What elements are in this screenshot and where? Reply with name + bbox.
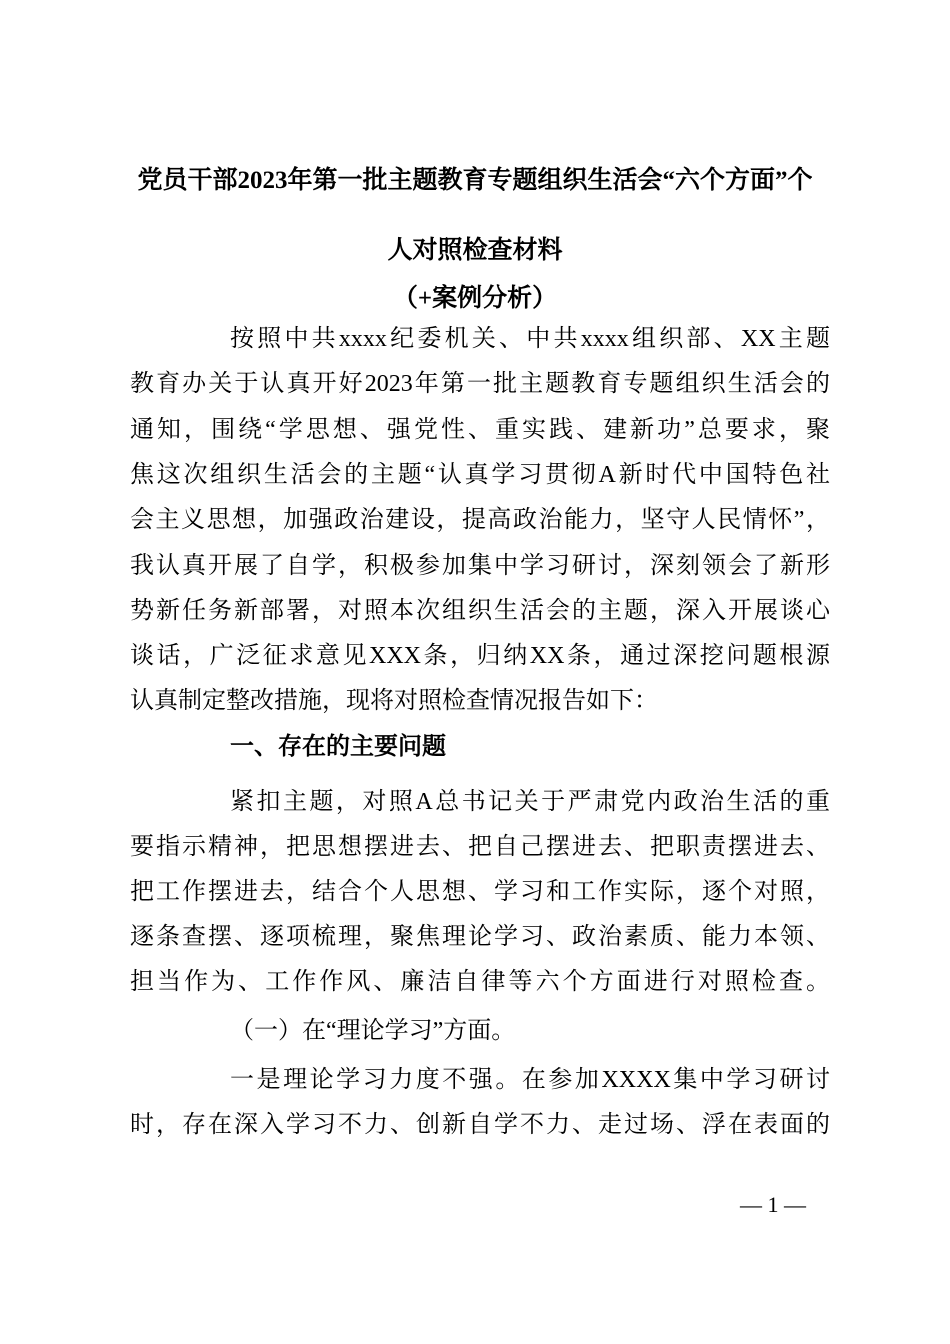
text-line: 会主义思想，加强政治建设，提高政治能力，坚守人民情怀”， [130, 507, 830, 533]
text-line: 通知，围绕“学思想、强党性、重实践、建新功”总要求，聚 [130, 417, 830, 443]
text-line: 认真制定整改措施，现将对照检查情况报告如下： [130, 688, 658, 714]
text-line: 把工作摆进去，结合个人思想、学习和工作实际，逐个对照， [130, 879, 830, 905]
text-line: 按照中共xxxx纪委机关、中共xxxx组织部、XX主题 [230, 326, 830, 352]
document-subtitle: （+案例分析） [392, 285, 558, 312]
text-line: 担当作为、工作作风、廉洁自律等六个方面进行对照检查。 [130, 969, 830, 995]
text-line: 势新任务新部署，对照本次组织生活会的主题，深入开展谈心 [130, 598, 830, 624]
document-title-line-2: 人对照检查材料 [387, 237, 563, 264]
subsection-heading: （一）在“理论学习”方面。 [230, 1018, 516, 1044]
text-line: 教育办关于认真开好2023年第一批主题教育专题组织生活会的 [130, 371, 830, 397]
text-line: 紧扣主题，对照A总书记关于严肃党内政治生活的重 [230, 789, 830, 815]
section-heading: 一、存在的主要问题 [230, 734, 446, 760]
page-number: — 1 — [740, 1192, 806, 1217]
text-line: 谈话，广泛征求意见XXX条，归纳XX条，通过深挖问题根源 [130, 643, 830, 669]
text-line: 时，存在深入学习不力、创新自学不力、走过场、浮在表面的 [130, 1112, 830, 1138]
document-title-line-1: 党员干部2023年第一批主题教育专题组织生活会“六个方面”个 [137, 167, 813, 194]
text-line: 焦这次组织生活会的主题“认真学习贯彻A新时代中国特色社 [130, 462, 830, 488]
text-line: 逐条查摆、逐项梳理，聚焦理论学习、政治素质、能力本领、 [130, 924, 830, 950]
text-line: 我认真开展了自学，积极参加集中学习研讨，深刻领会了新形 [130, 553, 830, 579]
text-line: 一是理论学习力度不强。在参加XXXX集中学习研讨 [230, 1067, 830, 1093]
text-line: 要指示精神，把思想摆进去、把自己摆进去、把职责摆进去、 [130, 834, 830, 860]
